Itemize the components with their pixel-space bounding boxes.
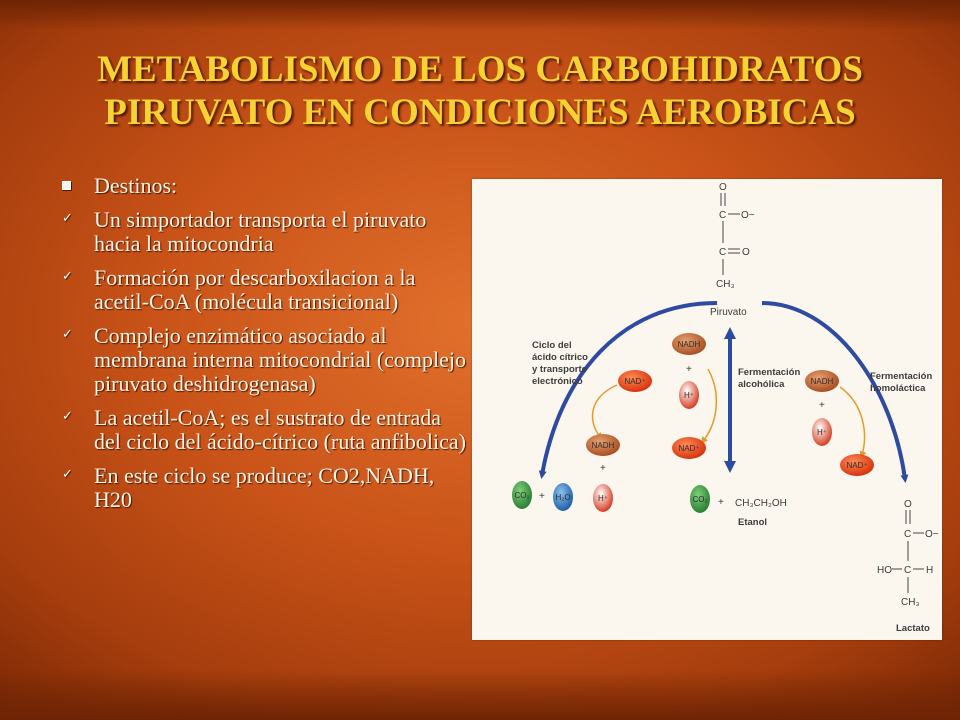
background-top-band [0,0,960,30]
svg-text:ácido cítrico: ácido cítrico [532,352,588,363]
side-arrow-middle [703,369,716,441]
arrow-head-down [724,461,736,473]
svg-text:Fermentación: Fermentación [870,371,933,382]
lactate-o-minus: O− [925,529,939,540]
pyruvate-fate-diagram [472,179,942,640]
check-bullet-icon [62,327,76,343]
bullet-text: Formación por descarboxilacion a la acetil-CoA (molécula transicional) [94,265,416,314]
bullet-item [58,324,468,396]
square-bullet-icon [62,181,71,190]
slide-title [40,48,920,134]
bullet-text: Complejo enzimático asociado al membrana interna mitocondrial (complejo piruvato deshidrogenasa) [94,323,467,396]
plus-sign: + [819,400,825,411]
nadh-label-right: NADH [810,377,834,386]
plus-sign: + [686,364,692,375]
lactate-label: Lactato [896,623,930,634]
pyruvate-c2: C [719,247,727,258]
label-alcoholic-fermentation [738,367,800,390]
side-arrow-left [593,385,617,437]
pyruvate-c1: C [719,210,727,221]
nad-label-right: NAD⁺ [846,461,868,470]
lactate-ho: HO [877,565,892,576]
label-citric-cycle [532,340,588,387]
plus-sign: + [718,497,724,508]
lactate-c1: C [904,529,912,540]
title-line-2: PIRUVATO EN CONDICIONES AEROBICAS [104,92,856,133]
bullet-item [58,174,468,198]
bullet-text: La acetil-CoA; es el sustrato de entrada del ciclo del ácido-cítrico (ruta anfibolica) [94,405,466,454]
lactate-o-top: O [904,499,912,510]
pyruvate-o-top: O [719,182,727,193]
bullet-text: Un simportador transporta el piruvato hacia la mitocondria [94,207,427,256]
plus-sign: + [600,463,606,474]
background-bottom-band [0,670,960,720]
bullet-text: Destinos: [94,173,178,198]
co2-label-middle: CO₂ [692,495,708,504]
side-arrow-right [840,387,864,455]
bullet-text: En este ciclo se produce; CO2,NADH, H20 [94,463,435,512]
label-homolactic-fermentation [870,371,932,394]
check-bullet-icon [62,467,76,483]
ethanol-formula: CH₃CH₂OH [735,498,787,509]
pyruvate-label: Piruvato [710,307,747,318]
lactate-c2: C [904,565,912,576]
check-bullet-icon [62,211,76,227]
arrow-head-up [724,327,736,339]
svg-text:Ciclo del: Ciclo del [532,340,572,351]
pyruvate-ch3: CH₃ [716,279,735,290]
lactate-structure [877,499,939,634]
bullet-item [58,208,468,256]
plus-sign: + [539,491,545,502]
pyruvate-o-double: O [742,247,750,258]
nad-label-middle: NAD⁺ [678,444,700,453]
h-label-middle: H⁺ [684,391,694,400]
pyruvate-o-minus: O− [741,210,755,221]
svg-text:alcohólica: alcohólica [738,379,785,390]
h2o-label: H₂O [555,493,571,502]
pyruvate-structure [710,182,755,318]
h-label-right: H⁺ [817,428,827,437]
nad-label-left: NAD⁺ [624,377,646,386]
svg-text:homoláctica: homoláctica [870,383,926,394]
nadh-label-left: NADH [591,441,615,450]
check-bullet-icon [62,269,76,285]
svg-text:y transporte: y transporte [532,364,587,375]
lactate-h: H [926,565,934,576]
co2-label-left: CO₂ [514,491,530,500]
lactate-ch3: CH₃ [901,597,920,608]
svg-text:electrónico: electrónico [532,376,583,387]
ethanol-label: Etanol [738,517,768,528]
bullet-item [58,266,468,314]
title-line-1: METABOLISMO DE LOS CARBOHIDRATOS [97,49,863,90]
diagram-svg [472,179,942,640]
svg-text:Fermentación: Fermentación [738,367,801,378]
check-bullet-icon [62,409,76,425]
bullet-item [58,464,468,512]
bullet-list [58,174,468,522]
bullet-item [58,406,468,454]
h-label-left: H⁺ [598,494,608,503]
nadh-label-middle: NADH [677,340,701,349]
